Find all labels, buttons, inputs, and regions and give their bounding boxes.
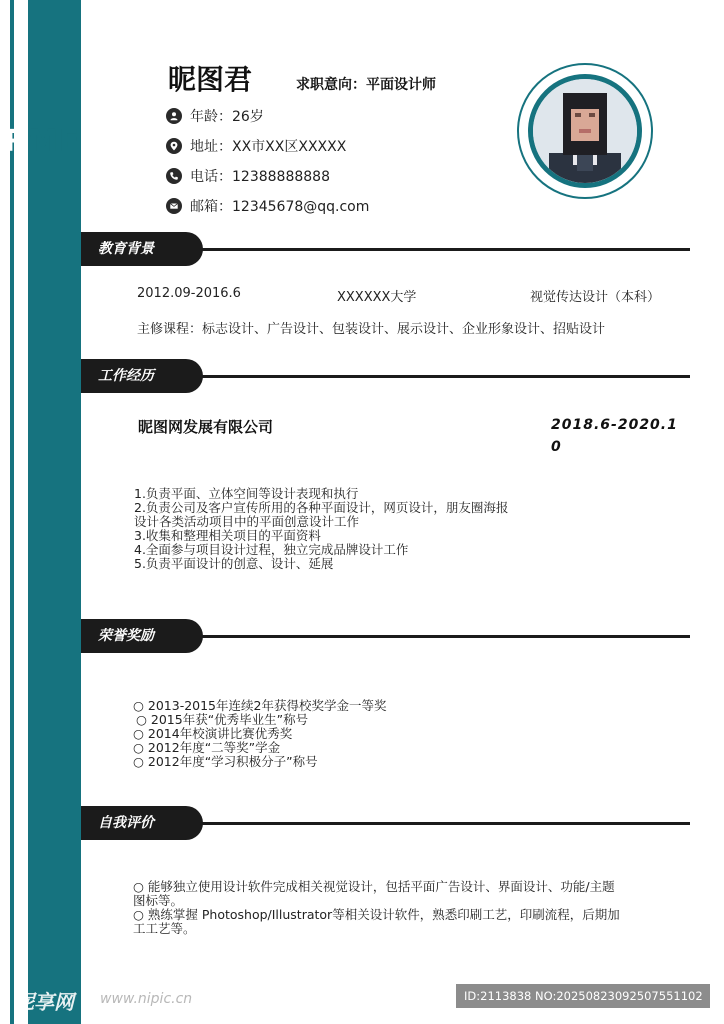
info-email	[166, 196, 369, 216]
honors-list	[133, 699, 386, 769]
watermark-site: www.nipic.cn	[100, 991, 193, 1007]
education-period: 2012.09-2016.6	[137, 286, 241, 301]
job-intent: 求职意向：平面设计师	[296, 77, 436, 93]
work-duty-line: 3.收集和整理相关项目的平面资料	[134, 528, 321, 543]
education-major: 视觉传达设计（本科）	[530, 290, 661, 305]
user-icon	[166, 108, 182, 124]
section-divider-education	[200, 248, 690, 251]
self-eval-line: ○ 能够独立使用设计软件完成相关视觉设计，包括平面广告设计、界面设计、功能/主题	[133, 879, 615, 894]
info-address	[166, 136, 346, 156]
info-age-text: 年龄：26岁	[190, 109, 264, 125]
section-divider-honors	[200, 635, 690, 638]
info-phone-text: 电话：12388888888	[190, 169, 330, 185]
phone-icon	[166, 168, 182, 184]
info-address-text: 地址：XX市XX区XXXXX	[190, 139, 347, 155]
honor-item: ○ 2012年度“二等奖”学金	[133, 740, 281, 755]
work-company: 昵图网发展有限公司	[138, 418, 274, 436]
honor-item: ○ 2015年获“优秀毕业生”称号	[136, 712, 309, 727]
info-age	[166, 106, 264, 126]
work-duty-line: 4.全面参与项目设计过程，独立完成品牌设计工作	[134, 542, 409, 557]
section-title-honors: 荣誉奖励	[81, 619, 203, 653]
education-courses: 主修课程：标志设计、广告设计、包装设计、展示设计、企业形象设计、招贴设计	[137, 322, 606, 337]
education-school: XXXXXX大学	[337, 290, 417, 305]
section-divider-work	[200, 375, 690, 378]
section-title-work: 工作经历	[81, 359, 203, 393]
work-duties	[134, 487, 508, 571]
work-duty-line: 设计各类活动项目中的平面创意设计工作	[134, 514, 360, 529]
work-duty-line: 1.负责平面、立体空间等设计表现和执行	[134, 486, 359, 501]
work-duty-line: 5.负责平面设计的创意、设计、延展	[134, 556, 334, 571]
info-email-text: 邮箱：12345678@qq.com	[190, 199, 370, 215]
profile-photo	[528, 74, 642, 188]
mail-icon	[166, 198, 182, 214]
work-date: 2018.6-2020.10	[551, 417, 678, 455]
work-duty-line: 2.负责公司及客户宣传所用的各种平面设计，网页设计，朋友圈海报	[134, 500, 509, 515]
resume-word: RME	[4, 124, 81, 159]
section-title-self: 自我评价	[81, 806, 203, 840]
self-eval-line: 工工艺等。	[133, 921, 196, 936]
watermark-id-bar: ID:2113838 NO:20250823092507551102	[456, 984, 710, 1008]
honor-item: ○ 2012年度“学习积极分子”称号	[133, 754, 318, 769]
honor-item: ○ 2013-2015年连续2年获得校奖学金一等奖	[133, 698, 387, 713]
section-title-education: 教育背景	[81, 232, 203, 266]
watermark-logo: 昵享网	[14, 990, 74, 1014]
location-icon	[166, 138, 182, 154]
self-eval-line: ○ 熟练掌握 Photoshop/Illustrator等相关设计软件，熟悉印刷工艺，印刷流程，后期加	[133, 907, 620, 922]
self-evaluation	[133, 880, 620, 936]
candidate-name: 昵图君	[168, 63, 253, 96]
honor-item: ○ 2014年校演讲比赛优秀奖	[133, 726, 293, 741]
info-phone	[166, 166, 330, 186]
section-divider-self	[200, 822, 690, 825]
self-eval-line: 图标等。	[133, 893, 184, 908]
